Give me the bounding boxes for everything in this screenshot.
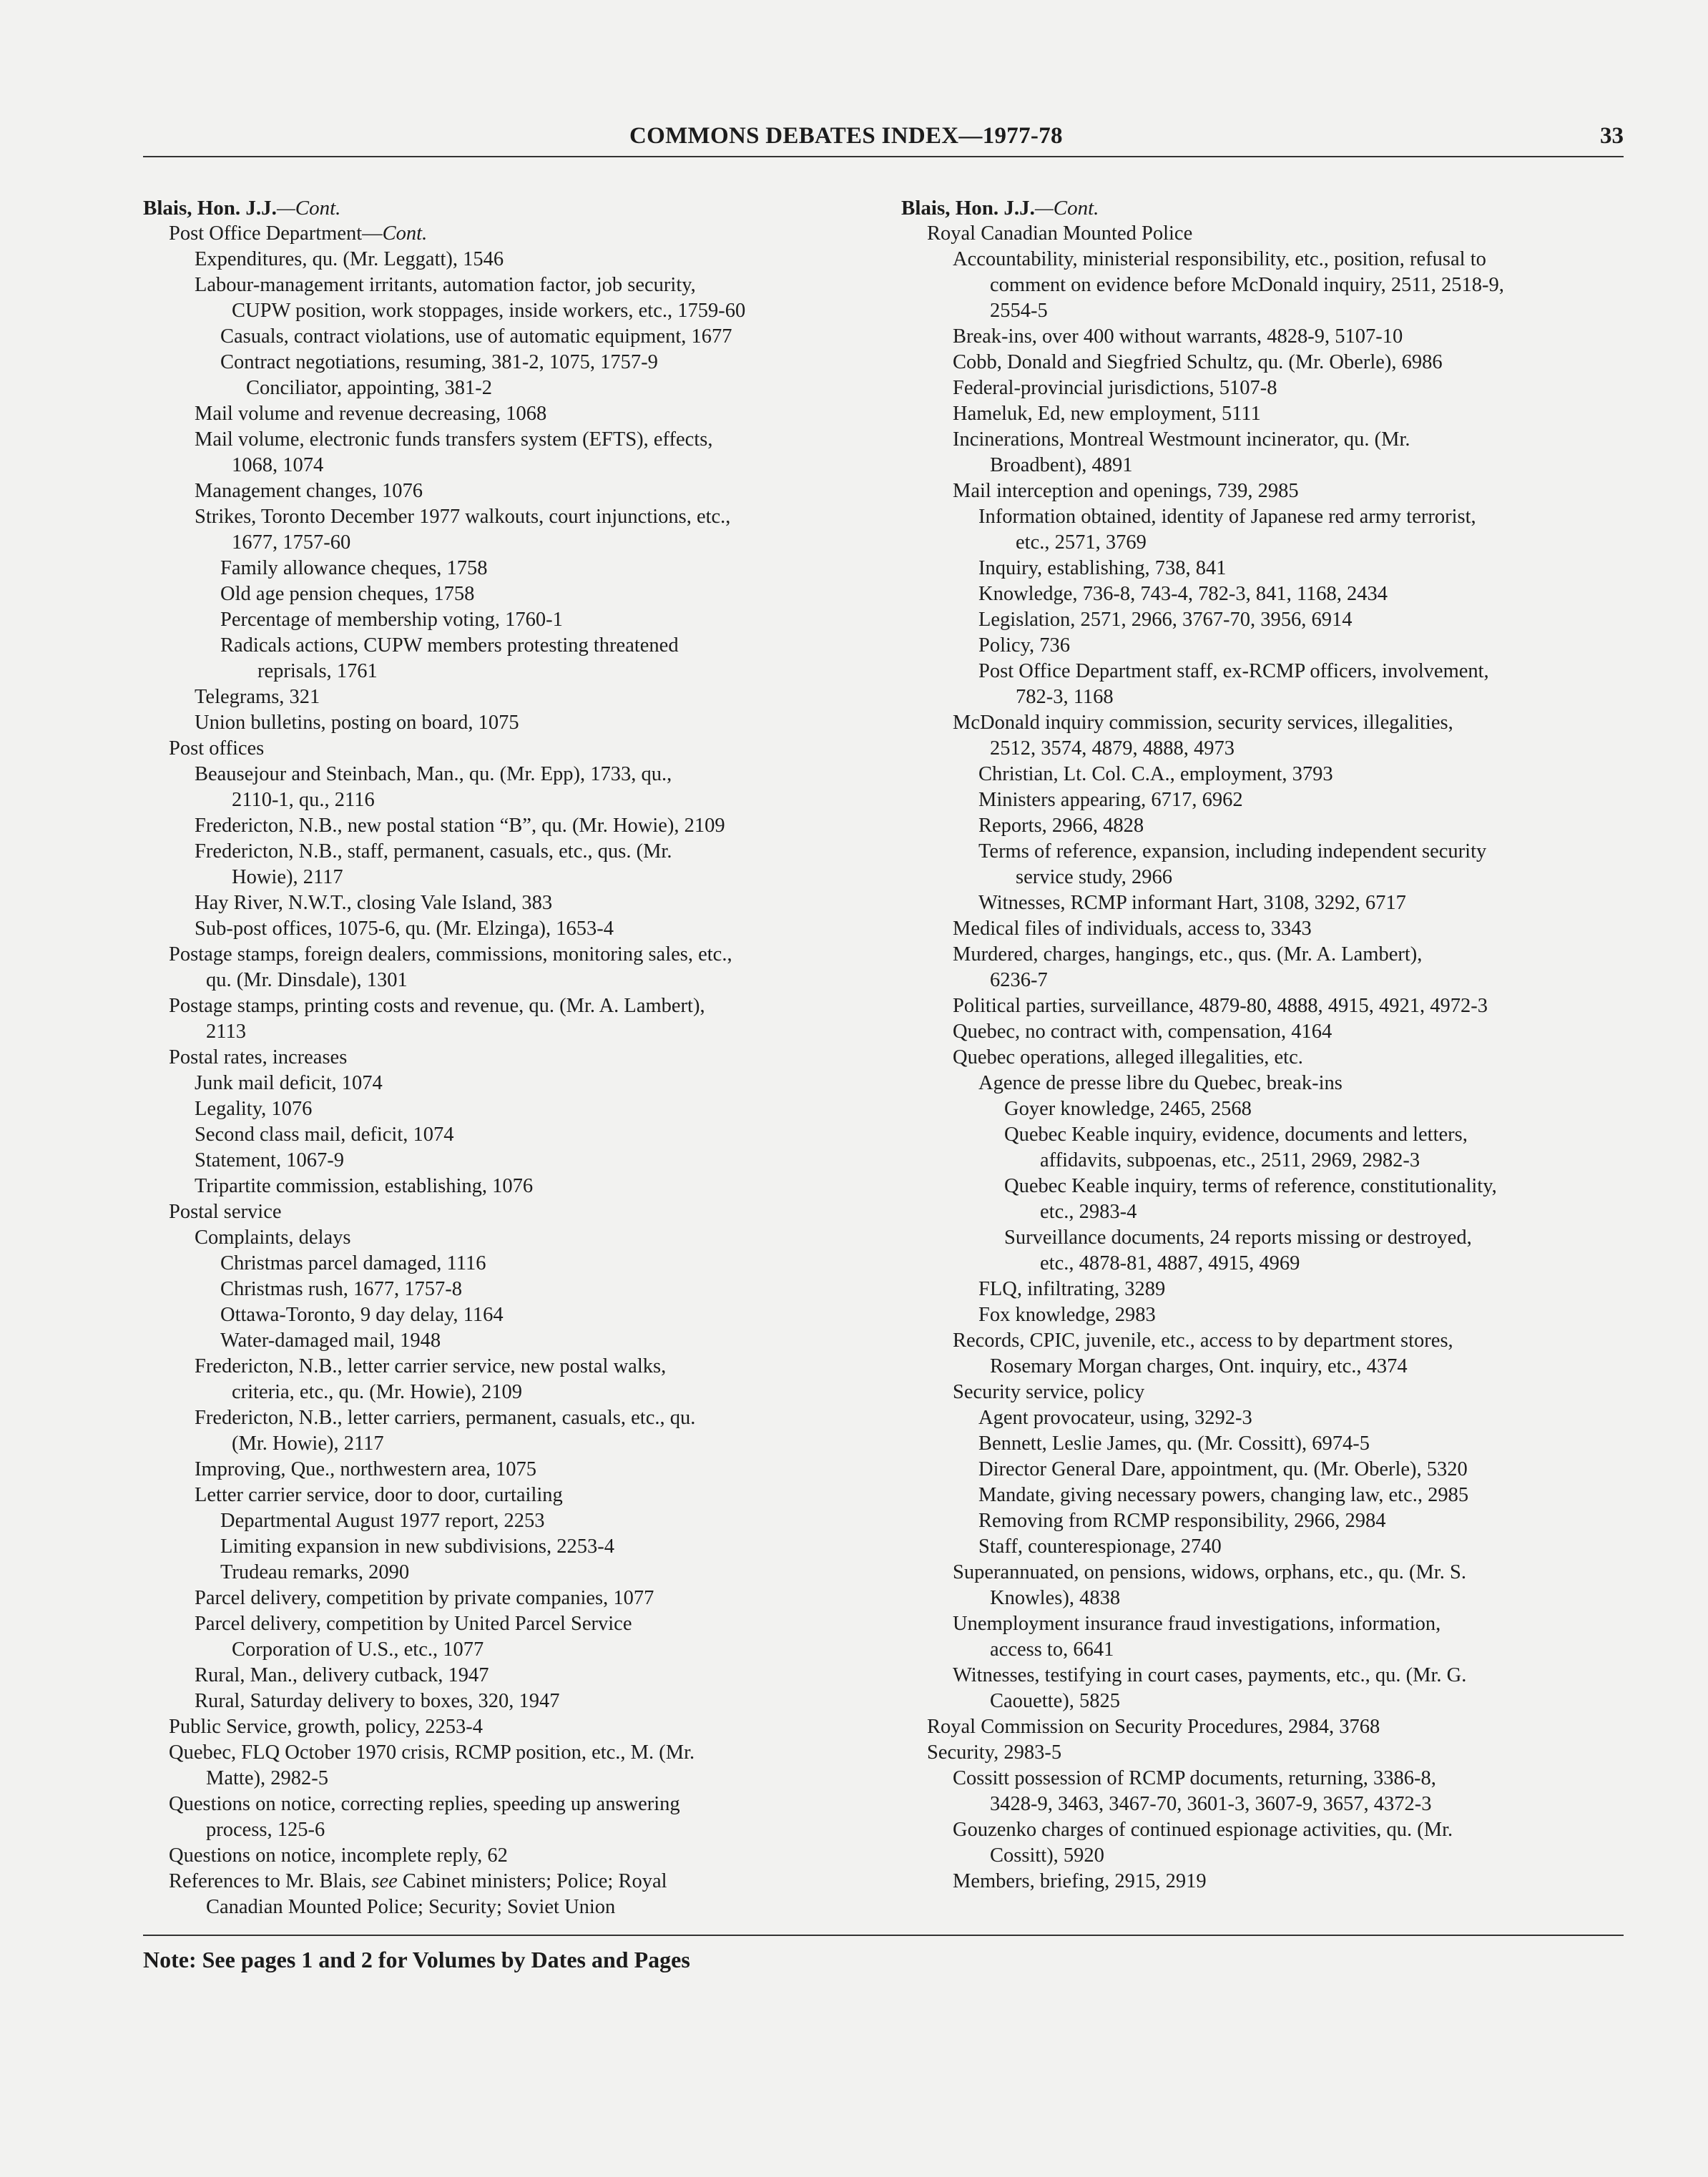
index-entry: Fredericton, N.B., letter carriers, permanent, casuals, etc., qu. — [195, 1407, 696, 1429]
index-entry: Departmental August 1977 report, 2253 — [220, 1510, 545, 1532]
index-entry: Casuals, contract violations, use of automatic equipment, 1677 — [220, 325, 732, 348]
index-entry: Questions on notice, incomplete reply, 62 — [169, 1844, 508, 1867]
index-entry: criteria, etc., qu. (Mr. Howie), 2109 — [232, 1381, 522, 1403]
index-entry: Christmas rush, 1677, 1757-8 — [220, 1278, 463, 1300]
index-entry: Medical files of individuals, access to, 3343 — [953, 918, 1312, 940]
index-entry: Knowles), 4838 — [990, 1587, 1121, 1609]
index-entry: Knowledge, 736-8, 743-4, 782-3, 841, 1168, 2434 — [978, 583, 1388, 605]
index-entry: Legality, 1076 — [195, 1098, 313, 1120]
index-entry: service study, 2966 — [1016, 866, 1172, 888]
index-entry: 1068, 1074 — [232, 454, 324, 476]
index-entry: Superannuated, on pensions, widows, orphans, etc., qu. (Mr. S. — [953, 1561, 1466, 1583]
index-entry: Limiting expansion in new subdivisions, 2253-4 — [220, 1535, 614, 1558]
index-entry: Parcel delivery, competition by United Parcel Service — [195, 1613, 632, 1635]
index-entry: Agent provocateur, using, 3292-3 — [978, 1407, 1252, 1429]
index-entry: Security, 2983-5 — [927, 1741, 1062, 1764]
index-entry: Family allowance cheques, 1758 — [220, 557, 488, 579]
index-entry: (Mr. Howie), 2117 — [232, 1433, 384, 1455]
index-entry: affidavits, subpoenas, etc., 2511, 2969, 2982-3 — [1040, 1149, 1420, 1171]
index-entry: Mail interception and openings, 739, 2985 — [953, 480, 1299, 502]
index-entry: Tripartite commission, establishing, 1076 — [195, 1175, 534, 1197]
index-entry: References to Mr. Blais, see Cabinet ministers; Police; Royal — [169, 1870, 667, 1892]
index-entry: Statement, 1067-9 — [195, 1149, 344, 1171]
index-entry: Contract negotiations, resuming, 381-2, 1075, 1757-9 — [220, 351, 658, 373]
index-entry: Complaints, delays — [195, 1227, 351, 1249]
index-entry: Postage stamps, printing costs and revenue, qu. (Mr. A. Lambert), — [169, 995, 705, 1017]
index-entry: Quebec Keable inquiry, terms of reference, constitutionality, — [1004, 1175, 1497, 1197]
index-entry: Junk mail deficit, 1074 — [195, 1072, 383, 1094]
index-entry: Broadbent), 4891 — [990, 454, 1133, 476]
heading-suffix: —Cont. — [1034, 197, 1099, 220]
index-entry: Quebec, FLQ October 1970 crisis, RCMP position, etc., M. (Mr. — [169, 1741, 695, 1764]
index-entry: Labour-management irritants, automation factor, job security, — [195, 274, 696, 296]
header-title: COMMONS DEBATES INDEX—1977-78 — [629, 123, 1063, 149]
index-entry: Second class mail, deficit, 1074 — [195, 1124, 454, 1146]
index-entry: Caouette), 5825 — [990, 1690, 1121, 1712]
index-entry: Strikes, Toronto December 1977 walkouts, court injunctions, etc., — [195, 506, 731, 528]
index-entry: Corporation of U.S., etc., 1077 — [232, 1638, 484, 1661]
index-entry: Reports, 2966, 4828 — [978, 815, 1144, 837]
index-entry: Security service, policy — [953, 1381, 1145, 1403]
index-entry: process, 125-6 — [206, 1819, 325, 1841]
index-entry: Canadian Mounted Police; Security; Soviet Union — [206, 1896, 616, 1918]
index-entry: Incinerations, Montreal Westmount incinerator, qu. (Mr. — [953, 428, 1410, 451]
index-entry: Quebec Keable inquiry, evidence, documents and letters, — [1004, 1124, 1468, 1146]
index-entry: qu. (Mr. Dinsdale), 1301 — [206, 969, 408, 991]
index-entry: CUPW position, work stoppages, inside workers, etc., 1759-60 — [232, 300, 746, 322]
index-entry: Fredericton, N.B., new postal station “B”, qu. (Mr. Howie), 2109 — [195, 815, 725, 837]
footer-rule — [143, 1935, 1624, 1936]
index-entry: Murdered, charges, hangings, etc., qus. (Mr. A. Lambert), — [953, 943, 1423, 965]
index-entry: Goyer knowledge, 2465, 2568 — [1004, 1098, 1252, 1120]
index-entry: Accountability, ministerial responsibility, etc., position, refusal to — [953, 248, 1486, 270]
index-entry: Cobb, Donald and Siegfried Schultz, qu. (Mr. Oberle), 6986 — [953, 351, 1443, 373]
index-entry: Letter carrier service, door to door, curtailing — [195, 1484, 563, 1506]
index-entry: Christmas parcel damaged, 1116 — [220, 1252, 486, 1274]
index-entry: Questions on notice, correcting replies, speeding up answering — [169, 1793, 680, 1815]
index-entry: Director General Dare, appointment, qu. (Mr. Oberle), 5320 — [978, 1458, 1468, 1480]
index-entry: access to, 6641 — [990, 1638, 1114, 1661]
index-entry: 2512, 3574, 4879, 4888, 4973 — [990, 737, 1235, 760]
left-entries — [143, 221, 873, 1920]
index-entry: Information obtained, identity of Japanese red army terrorist, — [978, 506, 1476, 528]
index-entry: Postal rates, increases — [169, 1046, 348, 1068]
header-rule — [143, 156, 1624, 157]
index-entry: Witnesses, testifying in court cases, payments, etc., qu. (Mr. G. — [953, 1664, 1467, 1686]
index-entry: Rural, Man., delivery cutback, 1947 — [195, 1664, 489, 1686]
index-entry: 1677, 1757-60 — [232, 531, 351, 554]
index-entry: 2554-5 — [990, 300, 1048, 322]
index-entry: Percentage of membership voting, 1760-1 — [220, 609, 563, 631]
index-entry: Staff, counterespionage, 2740 — [978, 1535, 1222, 1558]
index-entry: Fox knowledge, 2983 — [978, 1304, 1156, 1326]
index-entry: 3428-9, 3463, 3467-70, 3601-3, 3607-9, 3657, 4372-3 — [990, 1793, 1432, 1815]
index-entry: Inquiry, establishing, 738, 841 — [978, 557, 1227, 579]
index-entry: Rosemary Morgan charges, Ont. inquiry, etc., 4374 — [990, 1355, 1408, 1377]
page-header — [143, 123, 1624, 157]
index-entry: Agence de presse libre du Quebec, break-ins — [978, 1072, 1343, 1094]
index-entry: McDonald inquiry commission, security services, illegalities, — [953, 712, 1453, 734]
index-entry: Removing from RCMP responsibility, 2966, 2984 — [978, 1510, 1386, 1532]
heading-suffix: —Cont. — [276, 197, 341, 220]
index-entry: reprisals, 1761 — [257, 660, 378, 682]
index-entry: Beausejour and Steinbach, Man., qu. (Mr. Epp), 1733, qu., — [195, 763, 672, 785]
heading-name: Blais, Hon. J.J. — [143, 197, 277, 220]
index-entry: 782-3, 1168 — [1016, 686, 1114, 708]
index-entry: Rural, Saturday delivery to boxes, 320, 1947 — [195, 1690, 560, 1712]
column-heading — [901, 195, 1624, 221]
index-entry: Christian, Lt. Col. C.A., employment, 3793 — [978, 763, 1333, 785]
index-entry: Federal-provincial jurisdictions, 5107-8 — [953, 377, 1277, 399]
index-entry: Mail volume and revenue decreasing, 1068 — [195, 403, 547, 425]
right-entries — [901, 221, 1624, 1895]
index-entry: Political parties, surveillance, 4879-80, 4888, 4915, 4921, 4972-3 — [953, 995, 1488, 1017]
left-column — [143, 195, 873, 1920]
index-entry: etc., 4878-81, 4887, 4915, 4969 — [1040, 1252, 1300, 1274]
index-entry: Ottawa-Toronto, 9 day delay, 1164 — [220, 1304, 504, 1326]
index-entry: Royal Commission on Security Procedures, 2984, 3768 — [927, 1716, 1380, 1738]
index-entry: Parcel delivery, competition by private companies, 1077 — [195, 1587, 654, 1609]
column-heading — [143, 195, 873, 221]
index-entry: Trudeau remarks, 2090 — [220, 1561, 410, 1583]
index-entry: Improving, Que., northwestern area, 1075 — [195, 1458, 537, 1480]
index-entry: Quebec, no contract with, compensation, 4164 — [953, 1021, 1332, 1043]
index-entry: Bennett, Leslie James, qu. (Mr. Cossitt), 6974-5 — [978, 1433, 1370, 1455]
index-entry: Post Office Department—Cont. — [169, 222, 428, 245]
index-entry: Radicals actions, CUPW members protesting threatened — [220, 634, 679, 657]
index-entry: Policy, 736 — [978, 634, 1070, 657]
index-entry: 6236-7 — [990, 969, 1048, 991]
index-entry: Hameluk, Ed, new employment, 5111 — [953, 403, 1261, 425]
index-entry: Mandate, giving necessary powers, changing law, etc., 2985 — [978, 1484, 1469, 1506]
index-entry: Unemployment insurance fraud investigations, information, — [953, 1613, 1441, 1635]
index-entry: Cossitt), 5920 — [990, 1844, 1104, 1867]
index-entry: FLQ, infiltrating, 3289 — [978, 1278, 1166, 1300]
index-entry: Cossitt possession of RCMP documents, returning, 3386-8, — [953, 1767, 1436, 1789]
index-entry: Howie), 2117 — [232, 866, 343, 888]
index-entry: Management changes, 1076 — [195, 480, 423, 502]
index-entry: Fredericton, N.B., letter carrier service, new postal walks, — [195, 1355, 667, 1377]
index-entry: 2110-1, qu., 2116 — [232, 789, 375, 811]
page-number: 33 — [1600, 123, 1624, 149]
index-entry: Postage stamps, foreign dealers, commissions, monitoring sales, etc., — [169, 943, 732, 965]
index-entry: Break-ins, over 400 without warrants, 4828-9, 5107-10 — [953, 325, 1403, 348]
index-entry: Matte), 2982-5 — [206, 1767, 328, 1789]
index-entry: Hay River, N.W.T., closing Vale Island, 383 — [195, 892, 553, 914]
index-entry: Water-damaged mail, 1948 — [220, 1330, 441, 1352]
index-entry: Union bulletins, posting on board, 1075 — [195, 712, 519, 734]
index-entry: Gouzenko charges of continued espionage activities, qu. (Mr. — [953, 1819, 1453, 1841]
index-entry: Post Office Department staff, ex-RCMP officers, involvement, — [978, 660, 1489, 682]
footer-note: Note: See pages 1 and 2 for Volumes by Dates and Pages — [143, 1947, 690, 1972]
index-entry: Fredericton, N.B., staff, permanent, casuals, etc., qus. (Mr. — [195, 840, 672, 863]
index-entry: comment on evidence before McDonald inquiry, 2511, 2518-9, — [990, 274, 1504, 296]
index-entry: Expenditures, qu. (Mr. Leggatt), 1546 — [195, 248, 504, 270]
index-entry: Mail volume, electronic funds transfers system (EFTS), effects, — [195, 428, 713, 451]
index-entry: Public Service, growth, policy, 2253-4 — [169, 1716, 484, 1738]
index-entry: Members, briefing, 2915, 2919 — [953, 1870, 1207, 1892]
index-entry: Ministers appearing, 6717, 6962 — [978, 789, 1243, 811]
index-entry: etc., 2983-4 — [1040, 1201, 1137, 1223]
heading-name: Blais, Hon. J.J. — [901, 197, 1035, 220]
right-column — [901, 195, 1624, 1895]
index-entry: Conciliator, appointing, 381-2 — [246, 377, 492, 399]
index-entry: 2113 — [206, 1021, 246, 1043]
index-entry: Surveillance documents, 24 reports missing or destroyed, — [1004, 1227, 1472, 1249]
index-entry: Records, CPIC, juvenile, etc., access to by department stores, — [953, 1330, 1453, 1352]
index-entry: Terms of reference, expansion, including independent security — [978, 840, 1487, 863]
index-entry: Post offices — [169, 737, 265, 760]
index-entry: Telegrams, 321 — [195, 686, 320, 708]
index-entry: Witnesses, RCMP informant Hart, 3108, 3292, 6717 — [978, 892, 1406, 914]
index-entry: Quebec operations, alleged illegalities, etc. — [953, 1046, 1303, 1068]
index-entry: Old age pension cheques, 1758 — [220, 583, 475, 605]
index-entry: Postal service — [169, 1201, 282, 1223]
index-entry: Sub-post offices, 1075-6, qu. (Mr. Elzinga), 1653-4 — [195, 918, 614, 940]
index-entry: Royal Canadian Mounted Police — [927, 222, 1193, 245]
index-entry: Legislation, 2571, 2966, 3767-70, 3956, 6914 — [978, 609, 1353, 631]
index-entry: etc., 2571, 3769 — [1016, 531, 1147, 554]
